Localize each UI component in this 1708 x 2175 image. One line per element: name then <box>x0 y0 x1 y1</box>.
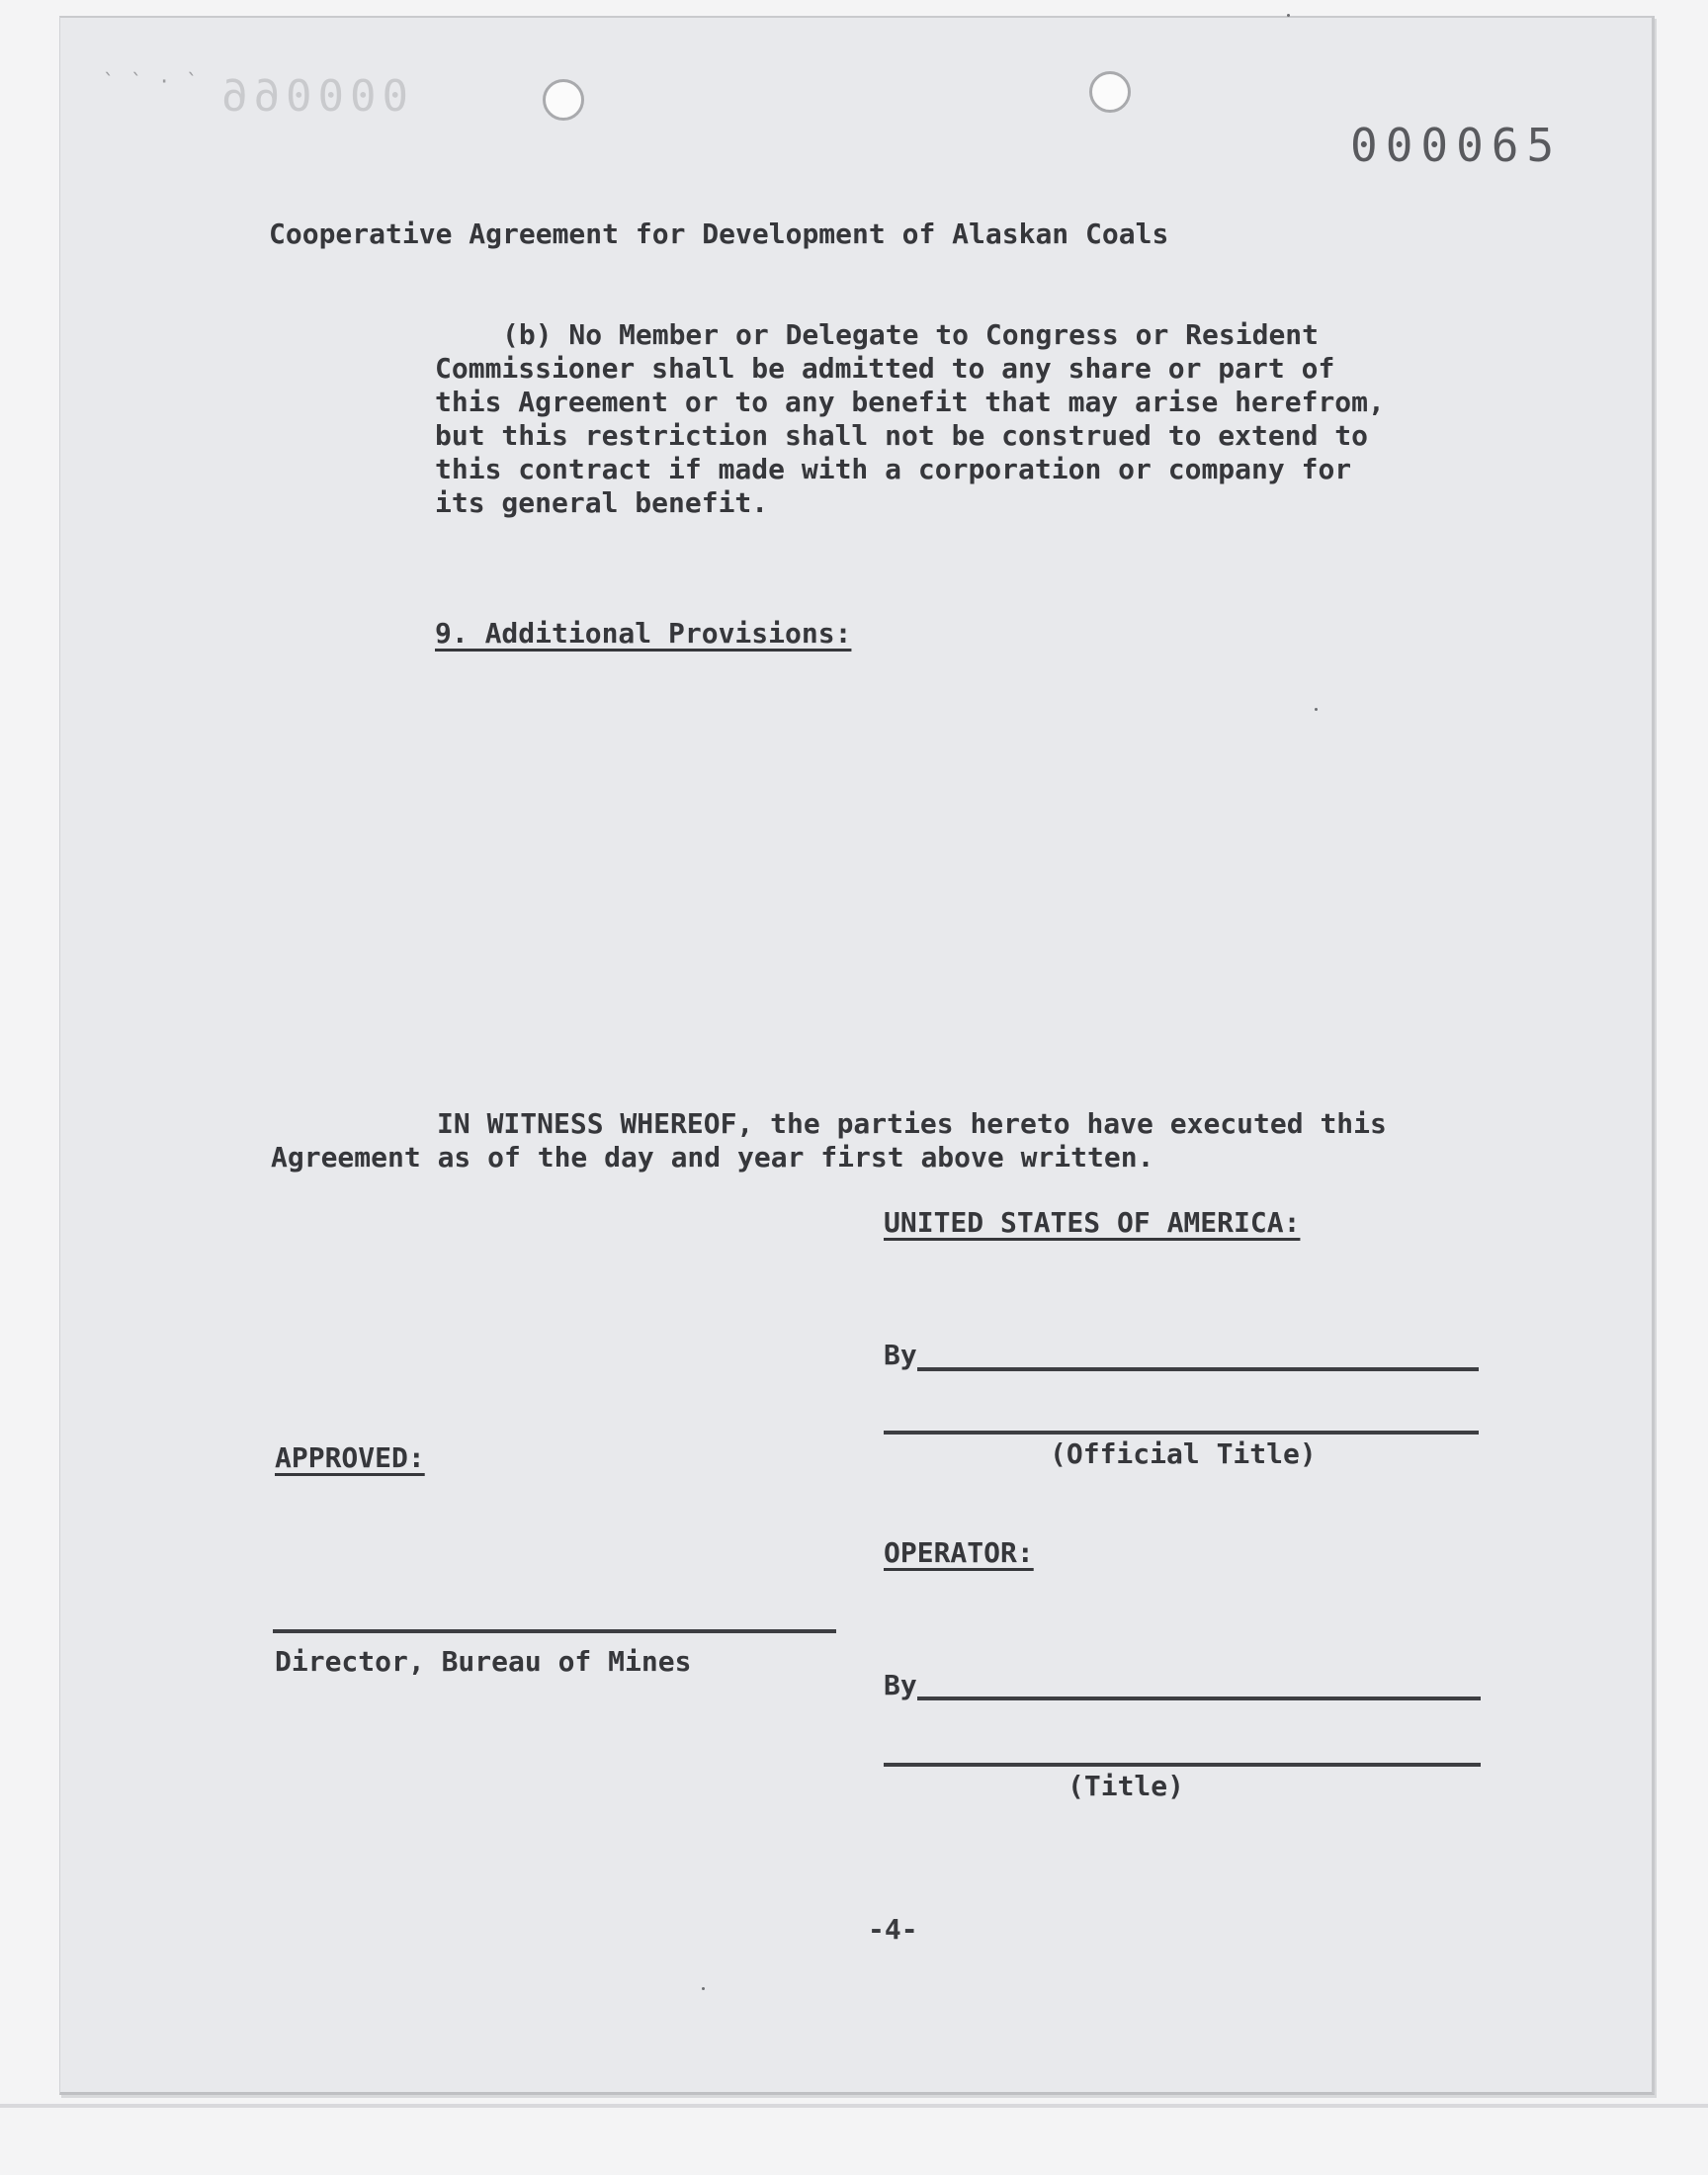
witness-line-1: IN WITNESS WHEREOF, the parties hereto have executed this <box>437 1107 1387 1140</box>
usa-heading: UNITED STATES OF AMERICA: <box>884 1206 1301 1239</box>
usa-signature-line <box>917 1367 1479 1371</box>
speck <box>702 1987 705 1990</box>
title-label: (Title) <box>1068 1770 1185 1802</box>
witness-line-2: Agreement as of the day and year first above written. <box>271 1141 1154 1174</box>
paragraph-b-line-6: its general benefit. <box>435 486 769 519</box>
header-title: Cooperative Agreement for Development of Alaskan Coals <box>269 218 1169 250</box>
operator-signature-line <box>917 1696 1481 1700</box>
paragraph-b-line-2: Commissioner shall be admitted to any share or part of <box>435 352 1335 385</box>
official-title-line <box>884 1431 1479 1435</box>
bleed-through-stamp: 000066 <box>215 71 408 122</box>
director-label: Director, Bureau of Mines <box>275 1645 692 1678</box>
page-number: -4- <box>868 1913 918 1946</box>
official-title-label: (Official Title) <box>1050 1437 1317 1470</box>
approved-heading: APPROVED: <box>275 1441 425 1474</box>
operator-by-label: By <box>884 1669 917 1701</box>
pencil-marks: ` ` · ` <box>103 69 201 93</box>
punch-hole-right-icon <box>1089 71 1131 113</box>
title-line <box>884 1763 1481 1767</box>
speck <box>1315 708 1318 711</box>
section-9-heading: 9. Additional Provisions: <box>435 617 852 650</box>
paragraph-b-line-5: this contract if made with a corporation or company for <box>435 453 1352 485</box>
paragraph-b-line-4: but this restriction shall not be construed to extend to <box>435 419 1369 452</box>
sheet-edge <box>0 2104 1708 2108</box>
operator-heading: OPERATOR: <box>884 1536 1034 1569</box>
document-stamp-number: 000065 <box>1350 119 1563 172</box>
usa-by-label: By <box>884 1339 917 1371</box>
paragraph-b-line-1: (b) No Member or Delegate to Congress or Resident <box>502 318 1320 351</box>
punch-hole-left-icon <box>543 79 584 121</box>
paragraph-b-line-3: this Agreement or to any benefit that may arise herefrom, <box>435 386 1385 418</box>
speck <box>1287 14 1290 17</box>
director-signature-line <box>273 1629 836 1633</box>
